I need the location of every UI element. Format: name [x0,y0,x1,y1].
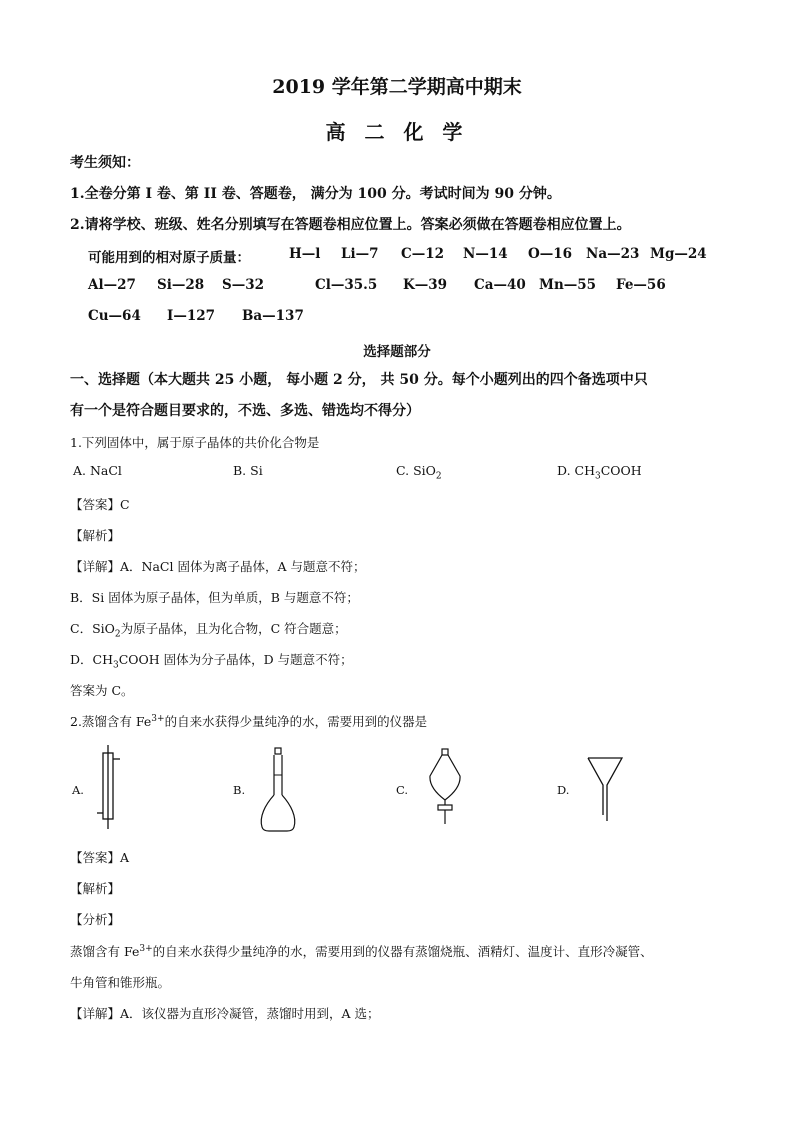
mass-item: Mn—55 [539,277,597,293]
q1-conclusion: 答案为 C。 [70,683,134,698]
q2-analysis-text-2: 牛角管和锥形瓶。 [70,975,171,990]
notice-heading: 考生须知： [70,155,140,171]
mass-item: N—14 [463,246,508,262]
condenser-icon [95,745,125,830]
q1-detail-a: 【详解】A．NaCl 固体为离子晶体，A 与题意不符； [70,559,366,574]
q2-analysis-text-1: 蒸馏含有 $Fe^{3+}$的自来水获得少量纯净的水，需要用到的仪器有蒸馏烧瓶、酒精灯、温度计、直形冷凝管、 [70,943,653,959]
mass-item: Na—23 [586,246,640,262]
q2-label-c: C. [396,783,409,797]
mass-item: H—l [289,246,321,262]
q1-stem: 1.下列固体中，属于原子晶体的共价化合物是 [70,435,320,450]
q1-option-a: A. NaCl [73,463,122,478]
q1-option-b: B. Si [233,463,263,478]
q1-analysis-label: 【解析】 [70,528,121,543]
q2-stem: 2.蒸馏含有 $Fe^{3+}$的自来水获得少量纯净的水，需要用到的仪器是 [70,713,428,729]
mass-item: Mg—24 [650,246,707,262]
volumetric-flask-icon [255,747,305,833]
q1-option-d: D. $CH_3COOH$ [557,463,642,482]
mass-item: Cl—35.5 [315,277,378,293]
q1-detail-b: B．Si 固体为原子晶体，但为单质，B 与题意不符； [70,590,359,605]
notice-line-2: 2.请将学校、班级、姓名分别填写在答题卷相应位置上。答案必须做在答题卷相应位置上。 [70,217,631,233]
separatory-funnel-icon [425,748,465,828]
masses-intro: 可能用到的相对原子质量： [88,250,250,266]
q1-detail-c: C．SiO$_2$为原子晶体，且为化合物，C 符合题意； [70,621,347,640]
q1-option-c: C. SiO$_2$ [396,463,442,482]
q2-label-d: D. [557,783,570,797]
mass-item: Si—28 [157,277,205,293]
mass-item: K—39 [403,277,448,293]
mass-item: Fe—56 [616,277,666,293]
mass-item: S—32 [222,277,265,293]
q2-label-b: B. [233,783,246,797]
mass-item: Ba—137 [242,308,304,324]
q2-analysis-label: 【解析】 [70,881,121,896]
q2-analysis-sub: 【分析】 [70,912,121,927]
part1-instructions-line-1: 一、选择题（本大题共 25 小题， 每小题 2 分， 共 50 分。每个小题列出的四个备选项中只 [70,372,648,388]
page-subtitle: 高 二 化 学 [325,120,469,144]
section-title: 选择题部分 [363,344,431,360]
mass-item: C—12 [401,246,445,262]
page-title: 2019 学年第二学期高中期末 [272,76,522,98]
q1-answer: 【答案】C [70,497,130,512]
q1-detail-d: D．$CH_3COOH$ 固体为分子晶体，D 与题意不符； [70,652,353,671]
funnel-icon [587,757,623,823]
mass-item: Cu—64 [88,308,141,324]
mass-item: Ca—40 [474,277,526,293]
mass-item: O—16 [528,246,573,262]
q2-detail-a: 【详解】A．该仪器为直形冷凝管，蒸馏时用到，A 选； [70,1006,380,1021]
q2-answer: 【答案】A [70,850,130,865]
notice-line-1: 1.全卷分第 I 卷、第 II 卷、答题卷， 满分为 100 分。考试时间为 90 分钟。 [70,186,561,202]
mass-item: Al—27 [88,277,136,293]
mass-item: I—127 [167,308,215,324]
mass-item: Li—7 [341,246,379,262]
part1-instructions-line-2: 有一个是符合题目要求的，不选、多选、错选均不得分） [70,403,420,419]
q2-label-a: A. [72,783,84,797]
